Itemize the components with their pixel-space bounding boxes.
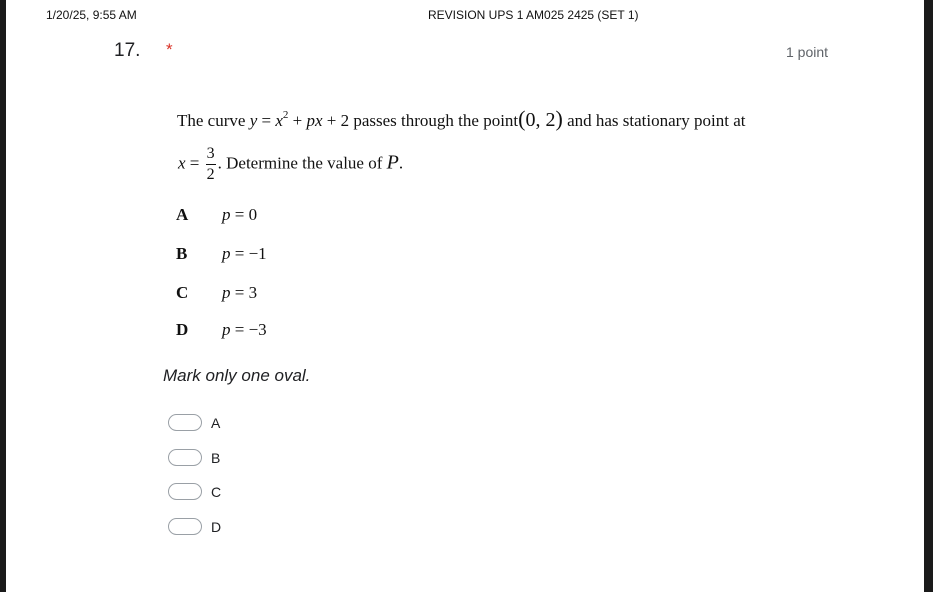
stem-end: . [398, 153, 404, 173]
option-b-expression [222, 244, 267, 263]
option-d-value: = −3 [230, 320, 267, 339]
radio-oval-b[interactable] [168, 449, 202, 466]
choice-d-label: D [211, 518, 222, 535]
math-equals: = [257, 111, 276, 130]
stem-intro: The curve [177, 111, 246, 130]
option-a-expression [222, 205, 257, 224]
print-timestamp: 1/20/25, 9:55 AM [46, 8, 137, 22]
option-d-expression [222, 320, 267, 339]
stem-middle: passes through the point [349, 111, 519, 130]
right-window-edge [924, 0, 933, 592]
question-stem-line-1 [177, 106, 746, 132]
choice-b-label: B [211, 449, 221, 466]
option-b [176, 244, 267, 264]
stem-tail: and has stationary point at [562, 111, 746, 130]
option-c [176, 283, 257, 303]
radio-oval-c[interactable] [168, 483, 202, 500]
math-plus-two: + 2 [322, 111, 350, 130]
question-number: 17. [114, 40, 141, 61]
choice-b[interactable] [168, 449, 220, 466]
option-b-letter: B [176, 244, 188, 263]
math-plus: + [288, 111, 307, 130]
option-d-var: p [222, 320, 231, 339]
option-c-expression [222, 283, 257, 302]
choice-a[interactable] [168, 414, 220, 431]
fraction-numerator: 3 [206, 146, 216, 165]
stem-determine: . Determine the value of [217, 153, 387, 173]
option-b-var: p [222, 244, 231, 263]
math-x: x [275, 111, 283, 130]
option-d-letter: D [176, 320, 189, 339]
left-window-edge [0, 0, 6, 592]
option-a-letter: A [176, 205, 189, 224]
required-asterisk: * [166, 40, 173, 59]
option-b-value: = −1 [230, 244, 267, 263]
point-open-paren: ( [518, 106, 526, 131]
math-exponent: 2 [282, 109, 289, 121]
option-a-var: p [222, 205, 231, 224]
option-a-value: = 0 [230, 205, 258, 224]
math-p: P [386, 151, 399, 174]
choice-c[interactable] [168, 483, 221, 500]
question-points: 1 point [786, 44, 829, 60]
fraction [206, 146, 216, 183]
point-close-paren: ) [555, 106, 563, 131]
point-coordinates: 0, 2 [525, 109, 556, 131]
option-a [176, 205, 257, 225]
choice-a-label: A [211, 414, 221, 431]
radio-oval-d[interactable] [168, 518, 202, 535]
option-c-value: = 3 [230, 283, 258, 302]
math-px: px [306, 111, 323, 130]
math-equals-2: = [185, 153, 204, 173]
fraction-denominator: 2 [206, 166, 215, 183]
option-d [176, 320, 267, 340]
radio-oval-a[interactable] [168, 414, 202, 431]
question-stem-line-2 [178, 146, 403, 183]
option-c-var: p [222, 283, 231, 302]
math-x-stationary: x [178, 153, 186, 173]
form-title: REVISION UPS 1 AM025 2425 (SET 1) [428, 8, 639, 22]
choice-c-label: C [211, 483, 222, 500]
math-y: y [249, 111, 258, 130]
option-c-letter: C [176, 283, 189, 302]
answer-instruction: Mark only one oval. [163, 366, 311, 385]
choice-d[interactable] [168, 518, 221, 535]
